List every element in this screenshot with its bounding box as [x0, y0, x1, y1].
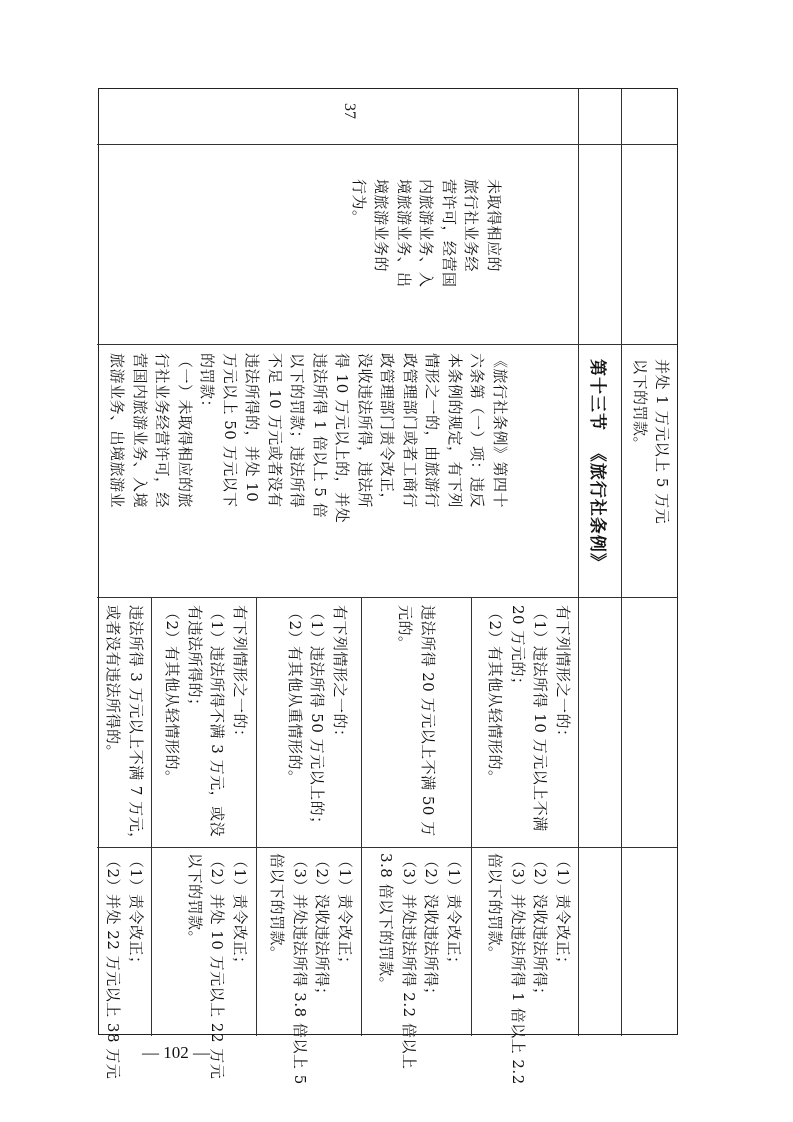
- tier-divider-4: [151, 597, 152, 1036]
- tier-divider-3: [256, 597, 257, 1036]
- circumstance-line: （1）违法所得 50 万元以上的；: [308, 605, 327, 832]
- circumstance-line: 有下列情形之一的：: [231, 605, 249, 745]
- col-divider-number: [97, 144, 677, 145]
- circumstance-line: 违法所得 20 万元以上不满 50 万: [419, 605, 437, 837]
- row-divider-body: [578, 89, 579, 1036]
- basis-line: 《旅行社条例》第四十: [491, 353, 509, 509]
- penalty-line: （3）并处违法所得 3.8 倍以上 5: [291, 853, 309, 1085]
- page-number: — 102 —: [142, 1043, 210, 1062]
- penalty-line: （3）并处违法所得 2.2 倍以上: [400, 853, 418, 1070]
- penalty-line: （2）没收违法所得；: [422, 853, 441, 1003]
- basis-line: 六条第（一）项：违反: [468, 353, 487, 509]
- penalty-line: （1）责令改正；: [554, 853, 572, 972]
- circumstance-line: 或者没有违法所得的。: [104, 605, 123, 761]
- basis-line: 本条例的规定，有下列: [446, 353, 464, 509]
- row-divider-section: [621, 89, 622, 1036]
- circumstance-line: （2）有其他从轻情形的。: [163, 605, 182, 786]
- basis-line: 不足 10 万元或者没有: [266, 353, 284, 508]
- basis-line: 政管理部门责令改正，: [378, 353, 397, 509]
- basis-line: 的罚款：: [198, 353, 217, 416]
- circumstance-line: （1）违法所得不满 3 万元，或没: [208, 605, 227, 838]
- basis-line: 行社业务经营许可，经: [153, 353, 172, 509]
- behavior-line: 内旅游业务、入: [417, 179, 436, 288]
- circumstance-line: 有下列情形之一的：: [331, 605, 349, 745]
- penalty-line: 倍以下的罚款。: [268, 853, 287, 962]
- behavior-line: 旅行社业务经: [462, 179, 481, 273]
- basis-line: 万元以上 50 万元以下: [221, 353, 239, 508]
- basis-line: 营国内旅游业务、入境: [131, 353, 149, 509]
- behavior-line: 行为。: [350, 179, 368, 226]
- circumstance-line: 有下列情形之一的：: [554, 605, 572, 745]
- tier-divider-2: [361, 597, 362, 1036]
- circumstance-line: （2）有其他从重情形的。: [286, 605, 304, 786]
- behavior-line: 境旅游业务、出: [395, 179, 413, 288]
- basis-line: 违法所得 1 倍以上 5 倍: [311, 353, 329, 519]
- penalty-line: （1）责令改正；: [127, 853, 145, 972]
- circumstance-line: （1）违法所得 10 万元以上不满: [531, 605, 550, 832]
- behavior-line: 境旅游业务的: [372, 179, 391, 273]
- row-number: 37: [341, 103, 358, 119]
- basis-line: 旅游业务、出境旅游业: [108, 353, 127, 509]
- behavior-line: 营许可，经营国: [440, 179, 458, 288]
- tier-divider-1: [471, 597, 472, 1036]
- behavior-line: 未取得相应的: [485, 179, 503, 273]
- penalty-line: （3）并处违法所得 1 倍以上 2.2: [509, 853, 527, 1085]
- carryover-line-1: 并处 1 万元以上 5 万元: [653, 359, 671, 525]
- penalty-line: （2）没收违法所得；: [313, 853, 332, 1003]
- circumstance-line: 有违法所得的；: [186, 605, 204, 714]
- penalty-line: （1）责令改正；: [231, 853, 249, 972]
- penalty-line: 倍以下的罚款。: [486, 853, 505, 962]
- col-divider-basis: [97, 597, 677, 598]
- col-divider-circumstance: [97, 847, 677, 848]
- basis-line: 违法所得的，并处 10: [243, 353, 262, 503]
- circumstance-line: 元的。: [396, 605, 415, 652]
- section-heading: 第十三节 《旅行社条例》: [587, 359, 607, 571]
- circumstance-line: 20 万元的；: [509, 605, 527, 693]
- basis-line: （一）未取得相应的旅: [176, 353, 194, 509]
- basis-line: 政管理部门或者工商行: [401, 353, 419, 509]
- penalty-line: 以下的罚款。: [186, 853, 204, 947]
- carryover-line-2: 以下的罚款。: [631, 359, 649, 453]
- penalty-line: （2）没收违法所得；: [531, 853, 550, 1003]
- basis-line: 情形之一的，由旅游行: [423, 353, 442, 509]
- basis-line: 以下的罚款；违法所得: [288, 353, 307, 509]
- penalty-line: （1）责令改正；: [445, 853, 463, 972]
- circumstance-line: 违法所得 3 万元以上不满 7 万元，: [127, 605, 145, 848]
- col-divider-behavior: [97, 344, 677, 345]
- penalty-line: 3.8 倍以下的罚款。: [377, 853, 396, 993]
- penalty-line: （2）并处 22 万元以上 38 万元: [104, 853, 123, 1080]
- circumstance-line: （2）有其他从轻情形的。: [486, 605, 505, 786]
- basis-line: 没收违法所得，违法所: [356, 353, 374, 509]
- penalty-line: （2）并处 10 万元以上 22 万元: [208, 853, 227, 1080]
- penalty-line: （1）责令改正；: [336, 853, 354, 972]
- basis-line: 得 10 万元以上的，并处: [333, 353, 352, 524]
